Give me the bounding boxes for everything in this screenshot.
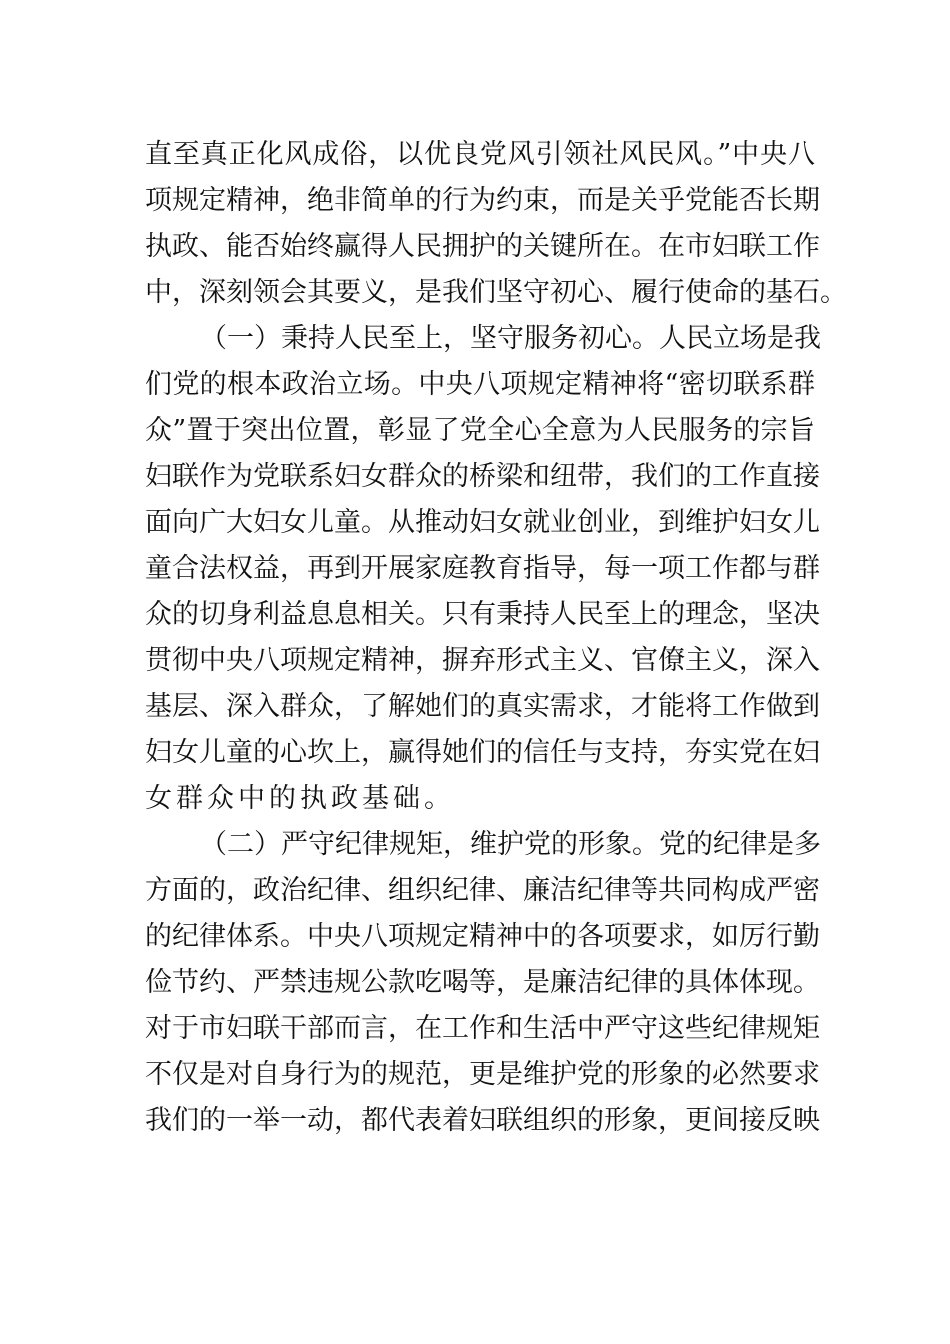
text-line: 项规定精神，绝非简单的行为约束，而是关乎党能否长期 xyxy=(145,185,820,216)
text-line: 众的切身利益息息相关。只有秉持人民至上的理念，坚决 xyxy=(145,599,820,630)
text-line: 我们的一举一动，都代表着妇联组织的形象，更间接反映 xyxy=(145,1105,820,1136)
text-line: 贯彻中央八项规定精神，摒弃形式主义、官僚主义，深入 xyxy=(145,645,820,676)
paragraph-heading-line: （一）秉持人民至上，坚守服务初心。人民立场是我 xyxy=(200,323,821,354)
text-line: 俭节约、严禁违规公款吃喝等，是廉洁纪律的具体体现。 xyxy=(145,967,820,998)
text-line: 对于市妇联干部而言，在工作和生活中严守这些纪律规矩 xyxy=(145,1013,820,1044)
text-line: 中，深刻领会其要义，是我们坚守初心、履行使命的基石。 xyxy=(145,277,847,308)
text-line: 女群众中的执政基础。 xyxy=(145,783,455,814)
paragraph-heading-line: （二）严守纪律规矩，维护党的形象。党的纪律是多 xyxy=(200,829,821,860)
text-line: 的纪律体系。中央八项规定精神中的各项要求，如厉行勤 xyxy=(145,921,820,952)
text-line: 妇联作为党联系妇女群众的桥梁和纽带，我们的工作直接 xyxy=(145,461,820,492)
text-line: 妇女儿童的心坎上，赢得她们的信任与支持，夯实党在妇 xyxy=(145,737,820,768)
text-line: 们党的根本政治立场。中央八项规定精神将“密切联系群 xyxy=(145,369,815,400)
text-line: 直至真正化风成俗，以优良党风引领社风民风。”中央八 xyxy=(145,139,815,170)
text-line: 方面的，政治纪律、组织纪律、廉洁纪律等共同构成严密 xyxy=(145,875,820,906)
text-line: 童合法权益，再到开展家庭教育指导，每一项工作都与群 xyxy=(145,553,820,584)
text-line: 众”置于突出位置，彰显了党全心全意为人民服务的宗旨 xyxy=(145,415,815,446)
text-line: 面向广大妇女儿童。从推动妇女就业创业，到维护妇女儿 xyxy=(145,507,820,538)
text-line: 不仅是对自身行为的规范，更是维护党的形象的必然要求 xyxy=(145,1059,820,1090)
text-line: 基层、深入群众，了解她们的真实需求，才能将工作做到 xyxy=(145,691,820,722)
text-line: 执政、能否始终赢得人民拥护的关键所在。在市妇联工作 xyxy=(145,231,820,262)
